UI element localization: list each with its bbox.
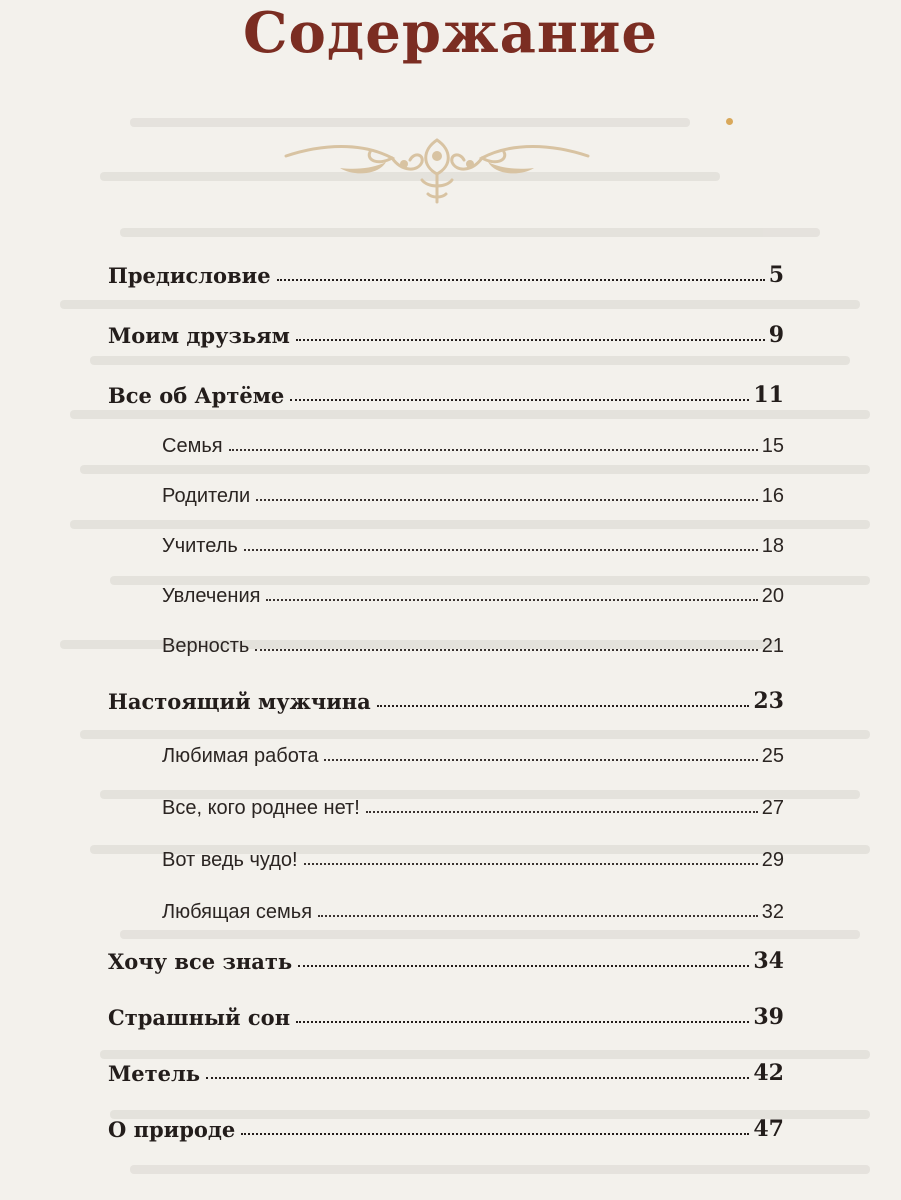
toc-entry-page-number: 16 [761, 485, 784, 507]
toc-entry [108, 252, 784, 288]
dot-leader [229, 449, 758, 451]
toc-entry-page-number: 32 [761, 901, 784, 923]
toc-entry [162, 422, 784, 458]
toc-entry [162, 836, 784, 872]
toc-entry-title: Все об Артёме [108, 383, 285, 408]
toc-entry-title: Любящая семья [162, 901, 313, 923]
toc-entry [162, 522, 784, 558]
toc-entry-page-number: 9 [768, 322, 784, 348]
toc-entry-title: Родители [162, 485, 251, 507]
dot-leader [296, 339, 765, 341]
toc-entry-page-number: 25 [761, 745, 784, 767]
toc-entry [108, 678, 784, 714]
toc-entry-title: Моим друзьям [108, 323, 290, 348]
toc-entry [162, 472, 784, 508]
toc-entry [108, 312, 784, 348]
paper-speck [726, 118, 733, 125]
dot-leader [324, 759, 757, 761]
scroll-flourish-ornament-icon [282, 136, 592, 206]
toc-entry [162, 732, 784, 768]
toc-entry-page-number: 23 [753, 688, 784, 714]
toc-entry-page-number: 15 [761, 435, 784, 457]
dot-leader [304, 863, 758, 865]
dot-leader [206, 1077, 749, 1079]
page-title: Содержание [242, 0, 658, 66]
toc-entry-page-number: 18 [761, 535, 784, 557]
dot-leader [366, 811, 758, 813]
dot-leader [244, 549, 758, 551]
toc-entry [108, 1050, 784, 1086]
toc-entry-page-number: 27 [761, 797, 784, 819]
toc-entry-title: Все, кого роднее нет! [162, 797, 360, 819]
toc-entry [162, 888, 784, 924]
dot-leader [290, 399, 749, 401]
dot-leader [256, 499, 758, 501]
toc-entry [108, 1106, 784, 1142]
toc-entry [108, 938, 784, 974]
toc-entry-page-number: 47 [753, 1116, 784, 1142]
toc-entry-page-number: 39 [753, 1004, 784, 1030]
dot-leader [255, 649, 757, 651]
toc-entry-title: Увлечения [162, 585, 261, 607]
dot-leader [277, 279, 765, 281]
toc-entry-title: Любимая работа [162, 745, 319, 767]
dot-leader [296, 1021, 749, 1023]
toc-entry-title: Вот ведь чудо! [162, 849, 298, 871]
dot-leader [318, 915, 758, 917]
toc-entry-page-number: 42 [753, 1060, 784, 1086]
toc-entry-title: Настоящий мужчина [108, 689, 371, 714]
dot-leader [266, 599, 757, 601]
toc-entry [162, 784, 784, 820]
dot-leader [377, 705, 750, 707]
toc-entry-title: Предисловие [108, 263, 271, 288]
toc-entry [108, 372, 784, 408]
toc-entry [108, 994, 784, 1030]
toc-entry-title: Метель [108, 1061, 201, 1086]
toc-entry-title: Хочу все знать [108, 949, 293, 974]
toc-entry-page-number: 29 [761, 849, 784, 871]
dot-leader [298, 965, 749, 967]
toc-entry-title: Верность [162, 635, 250, 657]
toc-entry-page-number: 11 [753, 382, 784, 408]
toc-entry-page-number: 21 [761, 635, 784, 657]
toc-entry [162, 572, 784, 608]
toc-entry-page-number: 5 [768, 262, 784, 288]
toc-entry-title: О природе [108, 1117, 236, 1142]
toc-entry-page-number: 20 [761, 585, 784, 607]
dot-leader [241, 1133, 749, 1135]
toc-entry-title: Учитель [162, 535, 238, 557]
toc-entry-title: Семья [162, 435, 223, 457]
toc-entry-page-number: 34 [753, 948, 784, 974]
toc-entry-title: Страшный сон [108, 1005, 291, 1030]
toc-entry [162, 622, 784, 658]
